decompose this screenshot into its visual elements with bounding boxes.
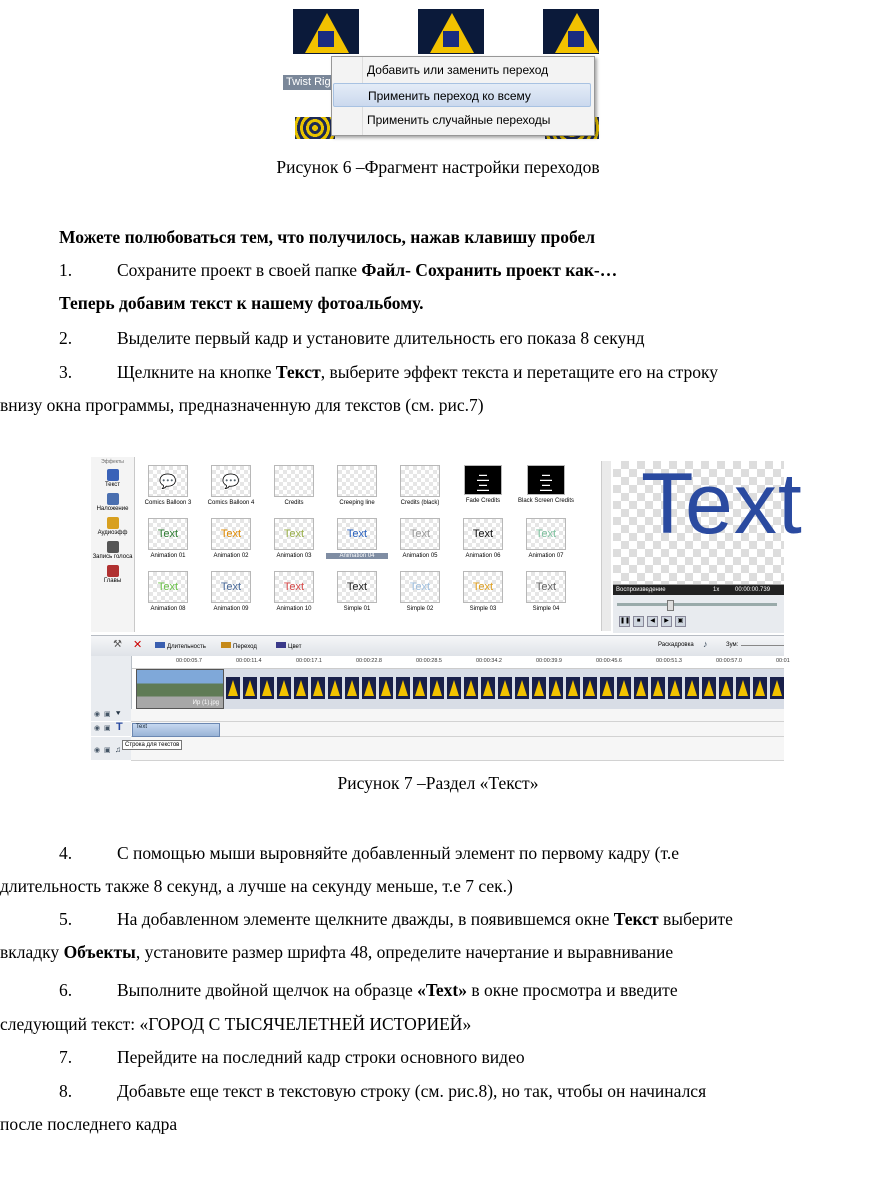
- gallery-item-label: Comics Balloon 4: [207, 500, 255, 506]
- item-bold: Объекты: [63, 942, 136, 962]
- playback-panel: [613, 584, 784, 633]
- video-track[interactable]: [136, 669, 784, 709]
- item-bold: Текст: [275, 362, 321, 382]
- gallery-item[interactable]: [263, 465, 325, 506]
- next-button[interactable]: ▶: [661, 616, 672, 627]
- transition-frame[interactable]: [243, 677, 257, 699]
- gallery-item[interactable]: [200, 518, 262, 559]
- sidebar-item-chapters[interactable]: [91, 565, 134, 584]
- gallery-item-preview: [526, 518, 566, 550]
- transition-frame[interactable]: [685, 677, 699, 699]
- lock-icon[interactable]: ▣: [104, 725, 111, 732]
- transition-frame[interactable]: [413, 677, 427, 699]
- ruler-tick-label: 00:00:22.8: [356, 658, 382, 664]
- seek-slider[interactable]: [617, 603, 777, 606]
- item-1: [117, 259, 617, 281]
- gallery-item[interactable]: [263, 518, 325, 559]
- audio-track[interactable]: [131, 737, 784, 761]
- speaker-icon[interactable]: ♪: [703, 639, 708, 649]
- gallery-item-label: Animation 05: [402, 553, 438, 559]
- gallery-item-preview: [148, 571, 188, 603]
- eye-icon[interactable]: ◉: [94, 747, 101, 754]
- ruler-tick-label: 00:00:05.7: [176, 658, 202, 664]
- item-number: 3.: [59, 362, 73, 382]
- gallery-item-preview: [463, 571, 503, 603]
- lock-icon[interactable]: ▣: [104, 711, 111, 718]
- gallery-item[interactable]: [326, 518, 388, 559]
- gallery-item[interactable]: [326, 571, 388, 612]
- gallery-item[interactable]: [137, 465, 199, 506]
- item-bold: Текст: [613, 909, 659, 929]
- color-button[interactable]: [276, 642, 301, 650]
- gallery-item-label: Creeping line: [339, 500, 375, 506]
- item-3: [117, 361, 816, 383]
- sidebar-item-label: Главы: [103, 578, 122, 584]
- gallery-item-sample: Text: [283, 528, 305, 540]
- transition-frame[interactable]: [362, 677, 376, 699]
- gallery-item-preview: [527, 465, 565, 495]
- transition-frame[interactable]: [515, 677, 529, 699]
- overlay-track-icon: ⯆: [115, 709, 122, 718]
- transition-frame[interactable]: [566, 677, 580, 699]
- gallery-item-preview: [400, 518, 440, 550]
- gallery-item-label: Simple 04: [532, 606, 560, 612]
- zoom-slider[interactable]: [741, 645, 784, 646]
- gallery-item-label: Simple 02: [406, 606, 434, 612]
- transition-frame[interactable]: [481, 677, 495, 699]
- transition-frame[interactable]: [345, 677, 359, 699]
- gallery-item-label: Animation 03: [276, 553, 312, 559]
- sidebar-item-label: Текст: [104, 482, 121, 488]
- gallery-item-label: Comics Balloon 3: [144, 500, 192, 506]
- balloon-icon: 💬: [159, 473, 177, 489]
- gallery-item-label: Animation 09: [213, 606, 249, 612]
- gallery-item-preview: [337, 518, 377, 550]
- gallery-item[interactable]: [452, 571, 514, 612]
- stop-button[interactable]: ■: [633, 616, 644, 627]
- duration-label: Длительность: [167, 644, 206, 650]
- transition-frame[interactable]: [617, 677, 631, 699]
- gallery-item-sample: Text: [220, 581, 242, 593]
- item-number: 1.: [59, 260, 73, 280]
- gallery-item[interactable]: [389, 571, 451, 612]
- sidebar-header: Эффекты: [101, 459, 124, 465]
- gallery-item-label: Fade Credits: [465, 498, 501, 504]
- swirl-thumbnail[interactable]: [295, 117, 335, 139]
- gallery-item-label: Credits (black): [400, 500, 440, 506]
- paragraph-spacebar: Можете полюбоваться тем, что получилось, нажав клавишу пробел: [59, 227, 596, 247]
- item-6: [117, 979, 816, 1001]
- ruler-tick-label: 00:00:28.5: [416, 658, 442, 664]
- gallery-item-sample: Text: [157, 581, 179, 593]
- ruler-tick-label: 00:00:11.4: [236, 658, 262, 664]
- gallery-item[interactable]: [200, 465, 262, 506]
- sidebar-item-text[interactable]: [91, 469, 134, 488]
- ruler-tick-label: 00:00:34.2: [476, 658, 502, 664]
- gallery-item[interactable]: [389, 518, 451, 559]
- transition-frame[interactable]: [736, 677, 750, 699]
- transition-name-label: Twist Rig: [283, 75, 335, 90]
- sidebar-item-label: Запись голоса: [92, 554, 133, 560]
- transition-frame[interactable]: [447, 677, 461, 699]
- gallery-item-sample: Text: [157, 528, 179, 540]
- transition-frame[interactable]: [770, 677, 784, 699]
- transition-frame[interactable]: [651, 677, 665, 699]
- transition-frame[interactable]: [277, 677, 291, 699]
- gallery-item-sample: Text: [346, 581, 368, 593]
- item-number: 7.: [59, 1047, 73, 1067]
- text-effects-gallery: [137, 457, 597, 632]
- text-clip-label: Text: [136, 724, 148, 730]
- ruler-tick-label: 00:00:17.1: [296, 658, 322, 664]
- gallery-scrollbar[interactable]: [601, 461, 611, 631]
- gallery-item-label: Animation 01: [150, 553, 186, 559]
- preview-window[interactable]: [613, 456, 803, 584]
- item-text: , установите размер шрифта 48, определите начертание и выравнивание: [135, 942, 674, 962]
- video-track-header: [91, 669, 132, 709]
- seek-handle[interactable]: [667, 600, 674, 611]
- menu-item-apply-all[interactable]: Применить переход ко всему: [333, 83, 591, 107]
- gallery-item[interactable]: [326, 465, 388, 506]
- eye-icon[interactable]: ◉: [94, 711, 101, 718]
- sidebar-item-label: Аудиоэфф: [97, 530, 128, 536]
- transition-frame[interactable]: [328, 677, 342, 699]
- effects-sidebar: [91, 457, 135, 632]
- gallery-item-sample: Text: [220, 528, 242, 540]
- timeline-toolbar: [91, 635, 784, 657]
- gallery-item-sample: Text: [535, 528, 557, 540]
- preview-text: Text: [641, 456, 803, 552]
- lock-icon[interactable]: ▣: [104, 747, 111, 754]
- gallery-item-sample: Text: [472, 528, 494, 540]
- item-text: в окне просмотра и введите: [467, 980, 678, 1000]
- delete-icon[interactable]: ✕: [133, 639, 143, 651]
- storyboard-button[interactable]: [658, 642, 694, 648]
- item-7: Перейдите на последний кадр строки основного видео: [117, 1047, 525, 1067]
- pause-button[interactable]: ❚❚: [619, 616, 630, 627]
- ruler-tick-label: 00:00:57.0: [716, 658, 742, 664]
- text-track-header: [91, 722, 132, 736]
- transition-frame[interactable]: [498, 677, 512, 699]
- audio-track-icon: ♫: [115, 745, 121, 754]
- item-text: Щелкните на кнопке: [117, 362, 276, 382]
- gallery-item-sample: Text: [472, 581, 494, 593]
- gallery-item-label: Animation 10: [276, 606, 312, 612]
- duration-icon: [155, 642, 165, 648]
- gallery-item[interactable]: [137, 518, 199, 559]
- transition-thumbnail[interactable]: [543, 9, 599, 54]
- transition-icon: [221, 642, 231, 648]
- item-3-continued: внизу окна программы, предназначенную для текстов (см. рис.7): [0, 395, 484, 415]
- item-number: 6.: [59, 980, 73, 1000]
- gallery-item-sample: Text: [535, 581, 557, 593]
- item-text: вкладку: [0, 942, 64, 962]
- item-5: [117, 908, 816, 930]
- credits-lines-icon: ▬▬ ▬▬▬ ▬▬ ▬▬▬: [477, 472, 489, 492]
- transition-frame[interactable]: [379, 677, 393, 699]
- transition-thumbnail[interactable]: [293, 9, 359, 54]
- timeline-header: [91, 656, 132, 669]
- chapters-icon: [107, 565, 119, 577]
- item-bold: Файл- Сохранить проект как-…: [361, 260, 618, 280]
- item-5-continued: [0, 941, 673, 963]
- transition-frame[interactable]: [226, 677, 240, 699]
- gallery-item-sample: Text: [409, 581, 431, 593]
- gallery-item-preview: [211, 518, 251, 550]
- transition-frame[interactable]: [396, 677, 410, 699]
- transition-frame[interactable]: [753, 677, 767, 699]
- gallery-item-label: Simple 03: [469, 606, 497, 612]
- balloon-icon: 💬: [222, 473, 240, 489]
- microphone-icon: [107, 541, 119, 553]
- item-2: Выделите первый кадр и установите длительность его показа 8 секунд: [117, 328, 645, 348]
- gallery-item-preview: [274, 465, 314, 497]
- gallery-item[interactable]: [200, 571, 262, 612]
- photo-clip[interactable]: [136, 669, 224, 709]
- gallery-item-label: Animation 06: [465, 553, 501, 559]
- item-number: 8.: [59, 1081, 73, 1101]
- gallery-item-preview: [464, 465, 502, 495]
- transition-frame[interactable]: [702, 677, 716, 699]
- gallery-item-preview: [463, 518, 503, 550]
- tooltip-text-track: Строка для текстов: [122, 740, 182, 750]
- eye-icon[interactable]: ◉: [94, 725, 101, 732]
- item-8-continued: после последнего кадра: [0, 1114, 178, 1134]
- sidebar-item-voice[interactable]: [91, 541, 134, 560]
- item-text: Выполните двойной щелчок на образце: [117, 980, 418, 1000]
- transition-frame[interactable]: [600, 677, 614, 699]
- gallery-item-preview: [148, 465, 188, 497]
- transition-label: Переход: [233, 644, 257, 650]
- item-bold: «Text»: [417, 980, 468, 1000]
- timeline-ruler: [131, 656, 790, 669]
- transition-button[interactable]: [221, 642, 257, 650]
- duration-button[interactable]: [155, 642, 206, 650]
- text-track[interactable]: [131, 722, 784, 737]
- figure-7-caption: Рисунок 7 –Раздел «Текст»: [337, 773, 539, 793]
- ruler-tick-label: 00:01: [776, 658, 790, 664]
- playback-label: Воспроизведение: [616, 587, 666, 593]
- photo-filename: Ир (1).jpg: [192, 700, 219, 706]
- sidebar-item-label: Наложение: [96, 506, 129, 512]
- transition-frame[interactable]: [430, 677, 444, 699]
- gallery-item-preview: [274, 571, 314, 603]
- sidebar-item-overlay[interactable]: [91, 493, 134, 512]
- ruler-tick-label: 00:00:45.6: [596, 658, 622, 664]
- item-text: , выберите эффект текста и перетащите его на строку: [320, 362, 719, 382]
- transition-frame[interactable]: [634, 677, 648, 699]
- gallery-item-preview: [526, 571, 566, 603]
- color-icon: [276, 642, 286, 648]
- item-text: выберите: [658, 909, 733, 929]
- gallery-item-label: Credits: [284, 500, 304, 506]
- item-8: Добавьте еще текст в текстовую строку (см. рис.8), но так, чтобы он начинался: [117, 1081, 707, 1101]
- gallery-item[interactable]: [452, 465, 514, 504]
- gallery-item[interactable]: [137, 571, 199, 612]
- item-6-continued: следующий текст: «ГОРОД С ТЫСЯЧЕЛЕТНЕЙ ИСТОРИЕЙ»: [0, 1014, 472, 1034]
- gallery-item[interactable]: [452, 518, 514, 559]
- item-4-continued: длительность также 8 секунд, а лучше на секунду меньше, т.е 7 сек.): [0, 876, 513, 896]
- sidebar-item-audio[interactable]: [91, 517, 134, 536]
- gallery-item-label: Animation 08: [150, 606, 186, 612]
- item-text: На добавленном элементе щелкните дважды, в появившемся окне: [117, 909, 614, 929]
- zoom-label: Зум:: [726, 642, 739, 648]
- menu-item-random[interactable]: Применить случайные переходы: [367, 113, 551, 127]
- overlay-track[interactable]: [131, 709, 784, 722]
- gallery-item-preview: [274, 518, 314, 550]
- tools-icon[interactable]: ⚒: [113, 639, 122, 650]
- item-number: 2.: [59, 328, 73, 348]
- gallery-item-label: Black Screen Credits: [517, 498, 575, 504]
- playback-time: 00:00:00.739: [735, 587, 771, 593]
- gallery-item-preview: [400, 571, 440, 603]
- figure-6-transitions: [283, 9, 599, 143]
- playback-speed: 1x: [713, 587, 720, 593]
- ruler-tick-label: 00:00:51.3: [656, 658, 682, 664]
- transition-frame[interactable]: [583, 677, 597, 699]
- gallery-item-preview: [337, 465, 377, 497]
- figure-6-caption: Рисунок 6 –Фрагмент настройки переходов: [276, 157, 600, 177]
- transition-frame[interactable]: [294, 677, 308, 699]
- color-label: Цвет: [288, 644, 302, 650]
- gallery-item-label: Animation 04: [326, 553, 388, 559]
- audio-icon: [107, 517, 119, 529]
- gallery-item-preview: [337, 571, 377, 603]
- overlay-track-header: [91, 709, 132, 721]
- gallery-item[interactable]: [263, 571, 325, 612]
- gallery-item[interactable]: [515, 518, 577, 559]
- gallery-item-preview: [400, 465, 440, 497]
- gallery-item-preview: [211, 571, 251, 603]
- gallery-item[interactable]: [389, 465, 451, 506]
- figure-7-text-section: [91, 456, 803, 760]
- text-track-icon: T: [116, 721, 123, 733]
- gallery-item-preview: [148, 518, 188, 550]
- playback-header: [613, 585, 784, 595]
- overlay-icon: [107, 493, 119, 505]
- previous-button[interactable]: ◀: [647, 616, 658, 627]
- transition-frame[interactable]: [532, 677, 546, 699]
- credits-lines-icon: ▬▬ ▬▬▬ ▬▬ ▬▬▬: [540, 472, 552, 492]
- item-number: 5.: [59, 909, 73, 929]
- transition-frame[interactable]: [549, 677, 563, 699]
- transition-frame[interactable]: [311, 677, 325, 699]
- transition-frame[interactable]: [260, 677, 274, 699]
- transition-frame[interactable]: [668, 677, 682, 699]
- gallery-item-sample: Text: [283, 581, 305, 593]
- transition-thumbnail[interactable]: [418, 9, 484, 54]
- item-text: Сохраните проект в своей папке: [117, 260, 362, 280]
- storyboard-label: Раскадровка: [658, 642, 694, 648]
- item-4: С помощью мыши выровняйте добавленный элемент по первому кадру (т.е: [117, 843, 679, 863]
- transition-frame[interactable]: [464, 677, 478, 699]
- snapshot-button[interactable]: ▣: [675, 616, 686, 627]
- transition-frame[interactable]: [719, 677, 733, 699]
- gallery-item-sample: Text: [346, 528, 368, 540]
- gallery-item-label: Simple 01: [343, 606, 371, 612]
- gallery-item-label: Animation 07: [528, 553, 564, 559]
- menu-item-add-replace[interactable]: Добавить или заменить переход: [367, 63, 549, 77]
- paragraph-add-text: Теперь добавим текст к нашему фотоальбому.: [59, 293, 424, 313]
- item-number: 4.: [59, 843, 73, 863]
- gallery-item[interactable]: [515, 571, 577, 612]
- text-icon: [107, 469, 119, 481]
- ruler-tick-label: 00:00:39.9: [536, 658, 562, 664]
- gallery-item[interactable]: [515, 465, 577, 504]
- gallery-item-label: Animation 02: [213, 553, 249, 559]
- context-menu: [331, 56, 595, 136]
- text-clip[interactable]: [132, 723, 220, 737]
- gallery-item-sample: Text: [409, 528, 431, 540]
- gallery-item-preview: [211, 465, 251, 497]
